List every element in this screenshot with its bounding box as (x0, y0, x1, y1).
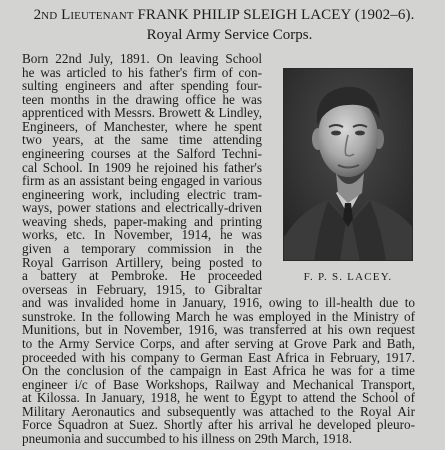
body-line: engineering courses at the Salford Techni- (22, 146, 262, 161)
body-line: a battery at Pembroke. He proceeded (22, 268, 262, 284)
body-line: engineering work, including electric tram- (22, 186, 262, 202)
portrait-photo (283, 68, 413, 261)
body-line: proceeded with his company to German East Africa in February, 1917. (22, 349, 415, 365)
body-line: to the Army Service Corps, and after serving at Grove Park and Bath, (22, 336, 415, 351)
body-line: he was articled to his father's firm of con- (22, 64, 262, 80)
body-line: ways, power stations and electrically-driven (22, 200, 262, 216)
body-line: On the conclusion of the campaign in East Africa he was for a time (22, 363, 415, 379)
body-line: Royal Garrison Artillery, being posted to (22, 254, 262, 270)
body-line: given a temporary commission in the (22, 241, 262, 256)
regiment-subheading: Royal Army Service Corps. (146, 27, 313, 43)
body-line: Engineers, of Manchester, where he spent (22, 118, 262, 134)
body-line: pneumonia and succumbed to his illness on 29th March, 1918. (22, 431, 353, 446)
body-line: cal School. In 1909 he rejoined his father's (22, 159, 262, 175)
body-line: Military Aeronautics and subsequently was attached to the Royal Air (22, 403, 415, 419)
body-line: Force Squadron at Suez. Shortly after his arrival he developed pleuro- (22, 417, 415, 433)
body-line: sulting engineers and after spending four- (22, 78, 262, 94)
body-line: overseas in February, 1915, to Gibraltar (22, 281, 262, 297)
person-name: FRANK PHILIP SLEIGH LACEY (137, 7, 351, 23)
body-line: two years, at the same time attending (22, 132, 262, 148)
body-line: firm as an assistant being engaged in various (22, 173, 262, 189)
service-years: (1902–6). (354, 7, 415, 23)
body-line: engineer i/c of Base Workshops, Railway and Mechanical Transport, (22, 376, 415, 392)
photo-caption: F. P. S. LACEY. (303, 271, 393, 283)
body-line: Munitions, but in November, 1916, was transferred at his own request (22, 322, 415, 338)
body-line: sunstroke. In the following March he was employed in the Ministry of (22, 308, 415, 324)
body-line: Born 22nd July, 1891. On leaving School (22, 51, 262, 66)
body-line: weaving sheds, paper-making and printing (22, 213, 262, 229)
body-line: works, etc. In November, 1914, he was (22, 227, 262, 243)
body-line: apprenticed with Messrs. Browett & Lindley, (22, 105, 262, 121)
body-line: teen months in the drawing office he was (22, 91, 262, 107)
body-line: and was invalided home in January, 1916, owing to ill-health due to (22, 295, 415, 311)
rank-label: 2nd Lieutenant (33, 7, 134, 23)
portrait-image (284, 69, 413, 261)
page-heading (24, 6, 424, 24)
body-line: at Kilossa. In January, 1918, he went to Egypt to attend the School of (22, 390, 415, 406)
